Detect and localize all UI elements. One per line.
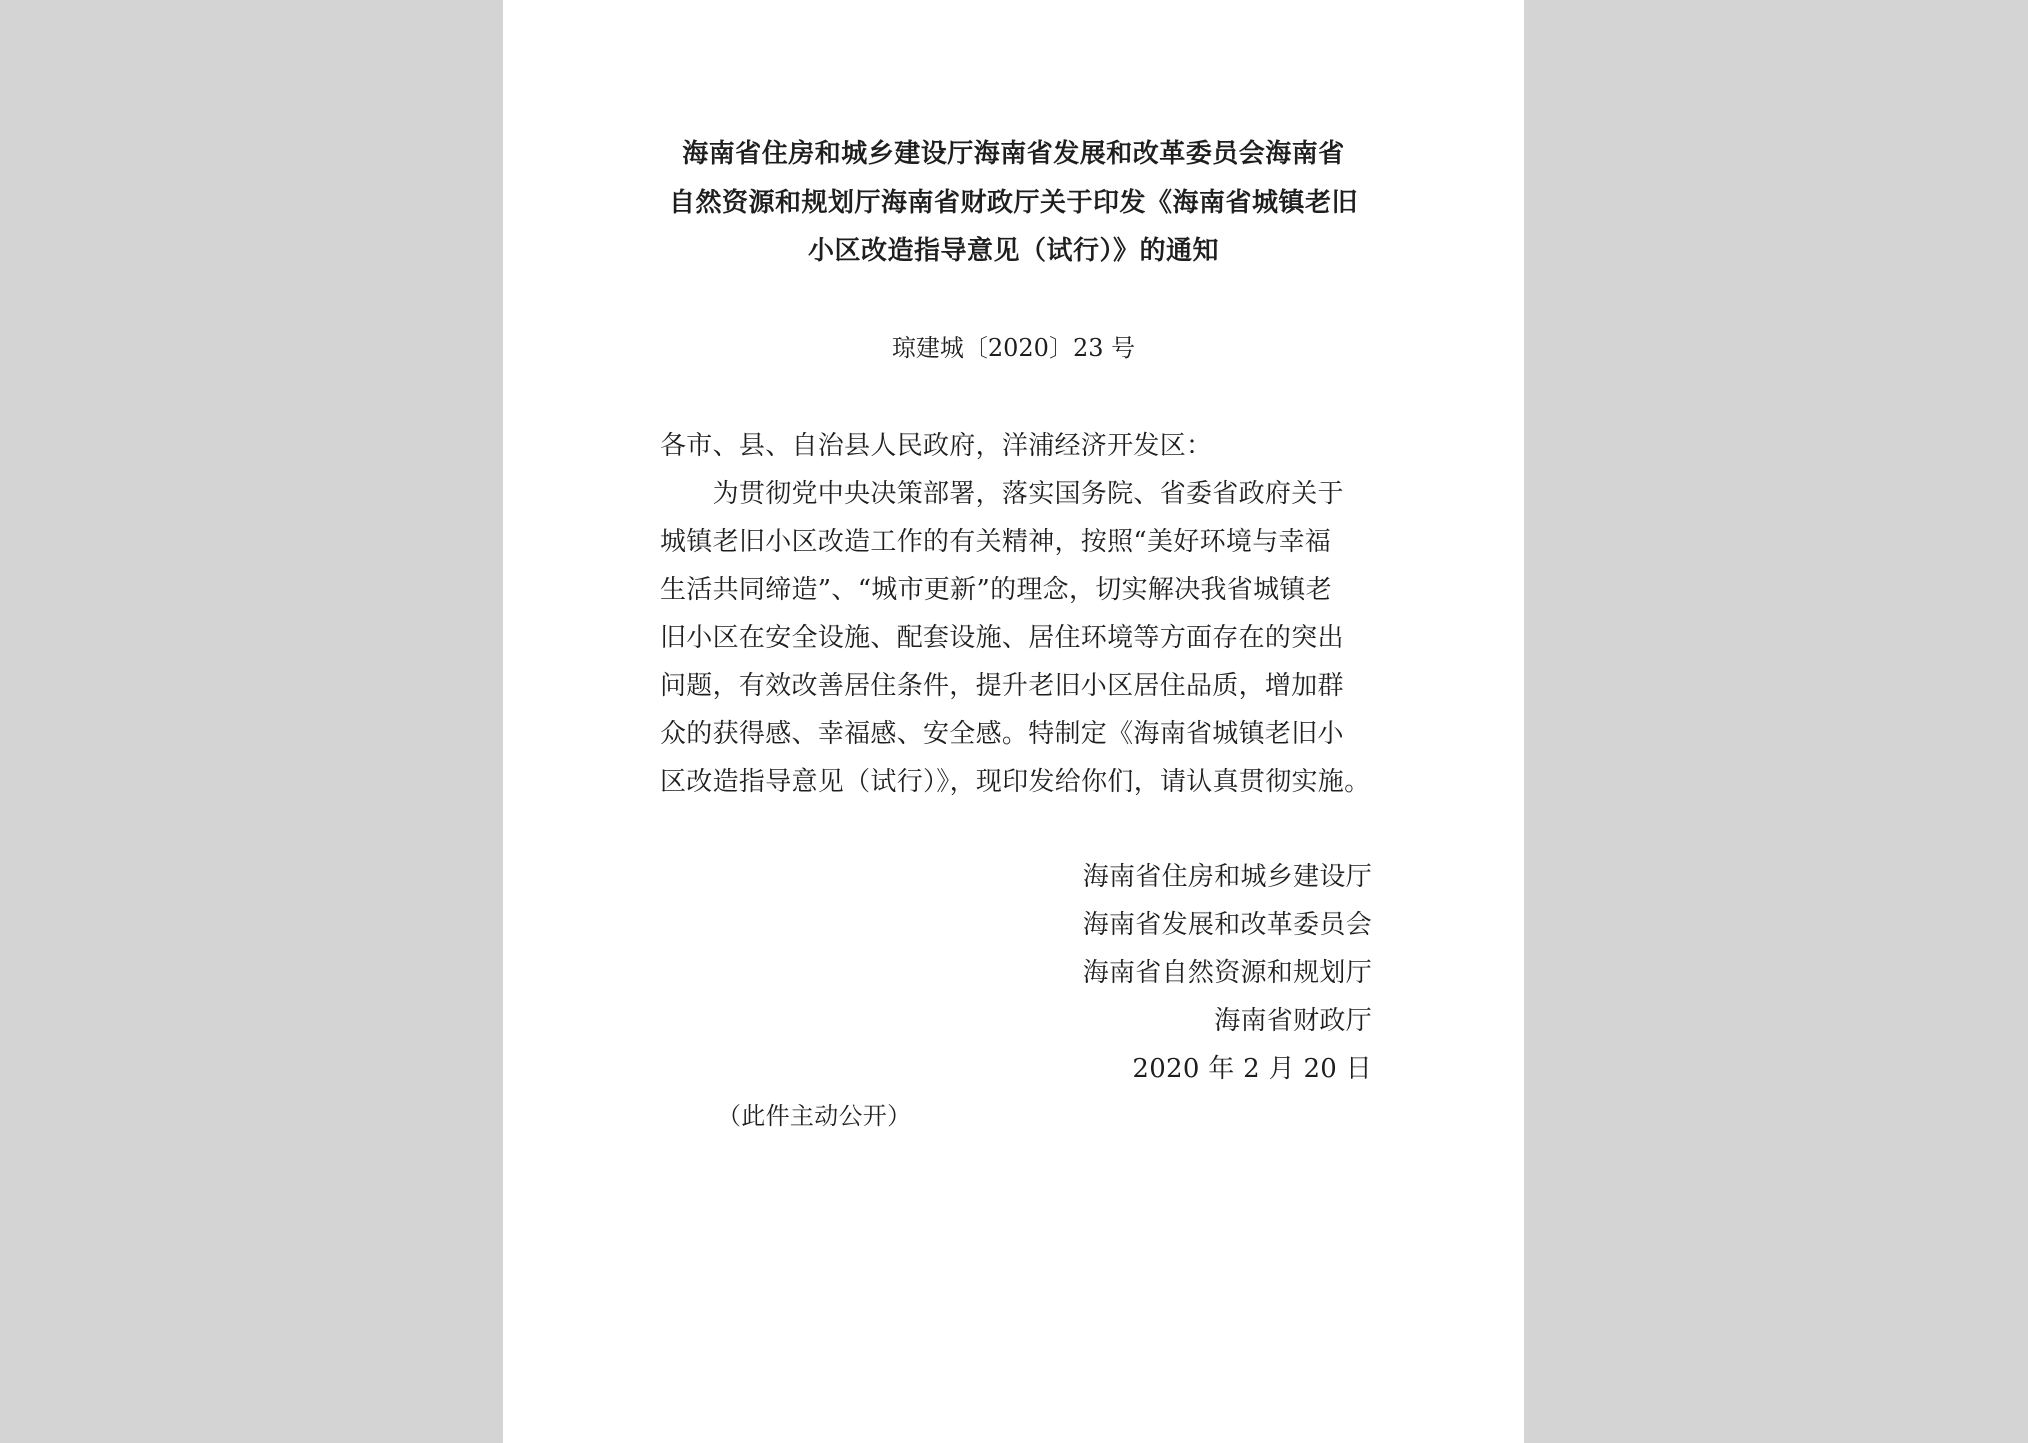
body-line-5: 问题，有效改善居住条件，提升老旧小区居住品质，增加群 bbox=[660, 671, 1344, 701]
document-date: 2020 年 2 月 20 日 bbox=[1132, 1054, 1372, 1084]
disclosure-note: （此件主动公开） bbox=[717, 1102, 912, 1130]
body-line-4: 旧小区在安全设施、配套设施、居住环境等方面存在的突出 bbox=[660, 623, 1344, 653]
document-page bbox=[503, 0, 1524, 1443]
body-line-7: 区改造指导意见（试行）》，现印发给你们，请认真贯彻实施。 bbox=[660, 767, 1371, 797]
addressee: 各市、县、自治县人民政府，洋浦经济开发区： bbox=[660, 431, 1213, 461]
body-line-1: 为贯彻党中央决策部署，落实国务院、省委省政府关于 bbox=[660, 479, 1344, 509]
signatory-4: 海南省财政厅 bbox=[1214, 1006, 1372, 1036]
body-line-3: 生活共同缔造”、“城市更新”的理念，切实解决我省城镇老 bbox=[660, 575, 1332, 605]
document-title-line-1: 海南省住房和城乡建设厅海南省发展和改革委员会海南省 bbox=[682, 139, 1345, 169]
document-title-line-3: 小区改造指导意见（试行）》的通知 bbox=[807, 236, 1219, 266]
signatory-2: 海南省发展和改革委员会 bbox=[1082, 910, 1372, 940]
body-line-2: 城镇老旧小区改造工作的有关精神，按照“美好环境与幸福 bbox=[660, 527, 1332, 557]
signatory-1: 海南省住房和城乡建设厅 bbox=[1082, 862, 1372, 892]
document-number: 琼建城〔2020〕23 号 bbox=[891, 334, 1136, 362]
signatory-3: 海南省自然资源和规划厅 bbox=[1082, 958, 1372, 988]
body-line-6: 众的获得感、幸福感、安全感。特制定《海南省城镇老旧小 bbox=[660, 719, 1344, 749]
document-title-line-2: 自然资源和规划厅海南省财政厅关于印发《海南省城镇老旧 bbox=[668, 188, 1358, 218]
